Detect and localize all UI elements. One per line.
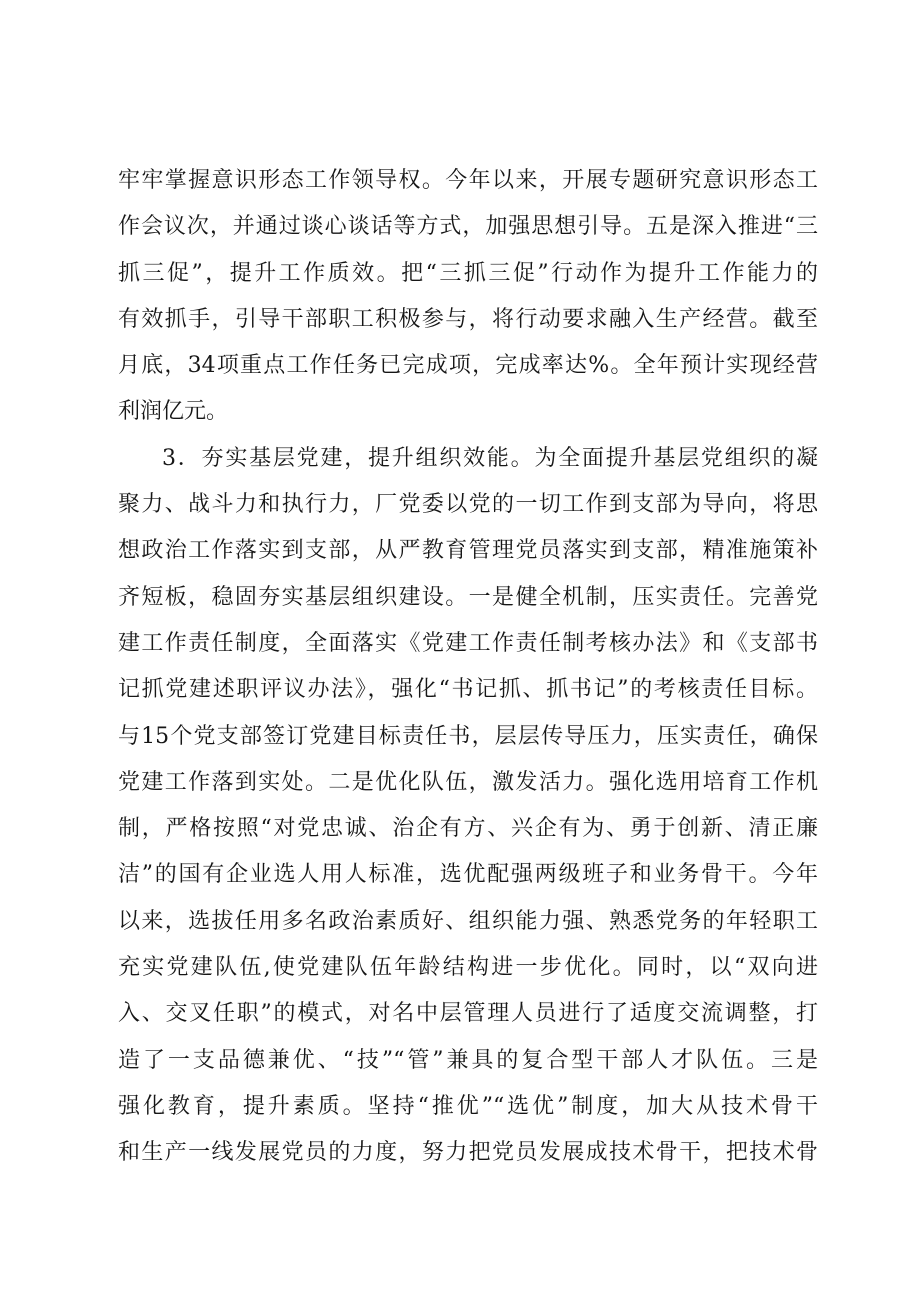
text-line-5: 月底，34项重点工作任务已完成项，完成率达%。全年预计实现经营 [118, 353, 818, 379]
text-line-13: 与15个党支部签订党建目标责任书，层层传导压力，压实责任，确保 [118, 723, 818, 749]
text-line-3: 抓三促”，提升工作质效。把“三抓三促”行动作为提升工作能力的 [118, 260, 818, 286]
text-line-8: 聚力、战斗力和执行力，厂党委以党的一切工作到支部为导向，将思 [118, 492, 818, 518]
text-line-2: 作会议次，并通过谈心谈话等方式，加强思想引导。五是深入推进“三 [118, 214, 818, 240]
body-text [118, 158, 818, 1177]
text-line-22: 和生产一线发展党员的力度，努力把党员发展成技术骨干，把技术骨 [118, 1140, 818, 1166]
text-line-16: 洁”的国有企业选人用人标准，选优配强两级班子和业务骨干。今年 [118, 862, 818, 888]
text-line-11: 建工作责任制度，全面落实《党建工作责任制考核办法》和《支部书 [118, 630, 818, 656]
text-line-17: 以来，选拔任用多名政治素质好、组织能力强、熟悉党务的年轻职工 [118, 908, 818, 934]
text-line-14: 党建工作落到实处。二是优化队伍，激发活力。强化选用培育工作机 [118, 769, 818, 795]
text-line-15: 制，严格按照“对党忠诚、治企有方、兴企有为、勇于创新、清正廉 [118, 816, 818, 842]
text-line-9: 想政治工作落实到支部，从严教育管理党员落实到支部，精准施策补 [118, 538, 818, 564]
text-line-18: 充实党建队伍,使党建队伍年龄结构进一步优化。同时，以“双向进 [118, 955, 818, 981]
text-line-21: 强化教育，提升素质。坚持“推优”“选优”制度，加大从技术骨干 [118, 1093, 818, 1119]
section-heading-line: 3．夯实基层党建，提升组织效能。为全面提升基层党组织的凝 [162, 445, 818, 471]
text-line-19: 入、交叉任职”的模式，对名中层管理人员进行了适度交流调整，打 [118, 1001, 818, 1027]
text-line-1: 牢牢掌握意识形态工作领导权。今年以来，开展专题研究意识形态工 [118, 168, 818, 193]
text-line-12: 记抓党建述职评议办法》，强化“书记抓、抓书记”的考核责任目标。 [118, 677, 818, 703]
text-line-4: 有效抓手，引导干部职工积极参与，将行动要求融入生产经营。截至 [118, 306, 818, 332]
text-line-6: 利润亿元。 [118, 399, 229, 425]
text-line-10: 齐短板，稳固夯实基层组织建设。一是健全机制，压实责任。完善党 [118, 584, 818, 610]
text-line-20: 造了一支品德兼优、“技”“管”兼具的复合型干部人才队伍。三是 [118, 1047, 818, 1073]
